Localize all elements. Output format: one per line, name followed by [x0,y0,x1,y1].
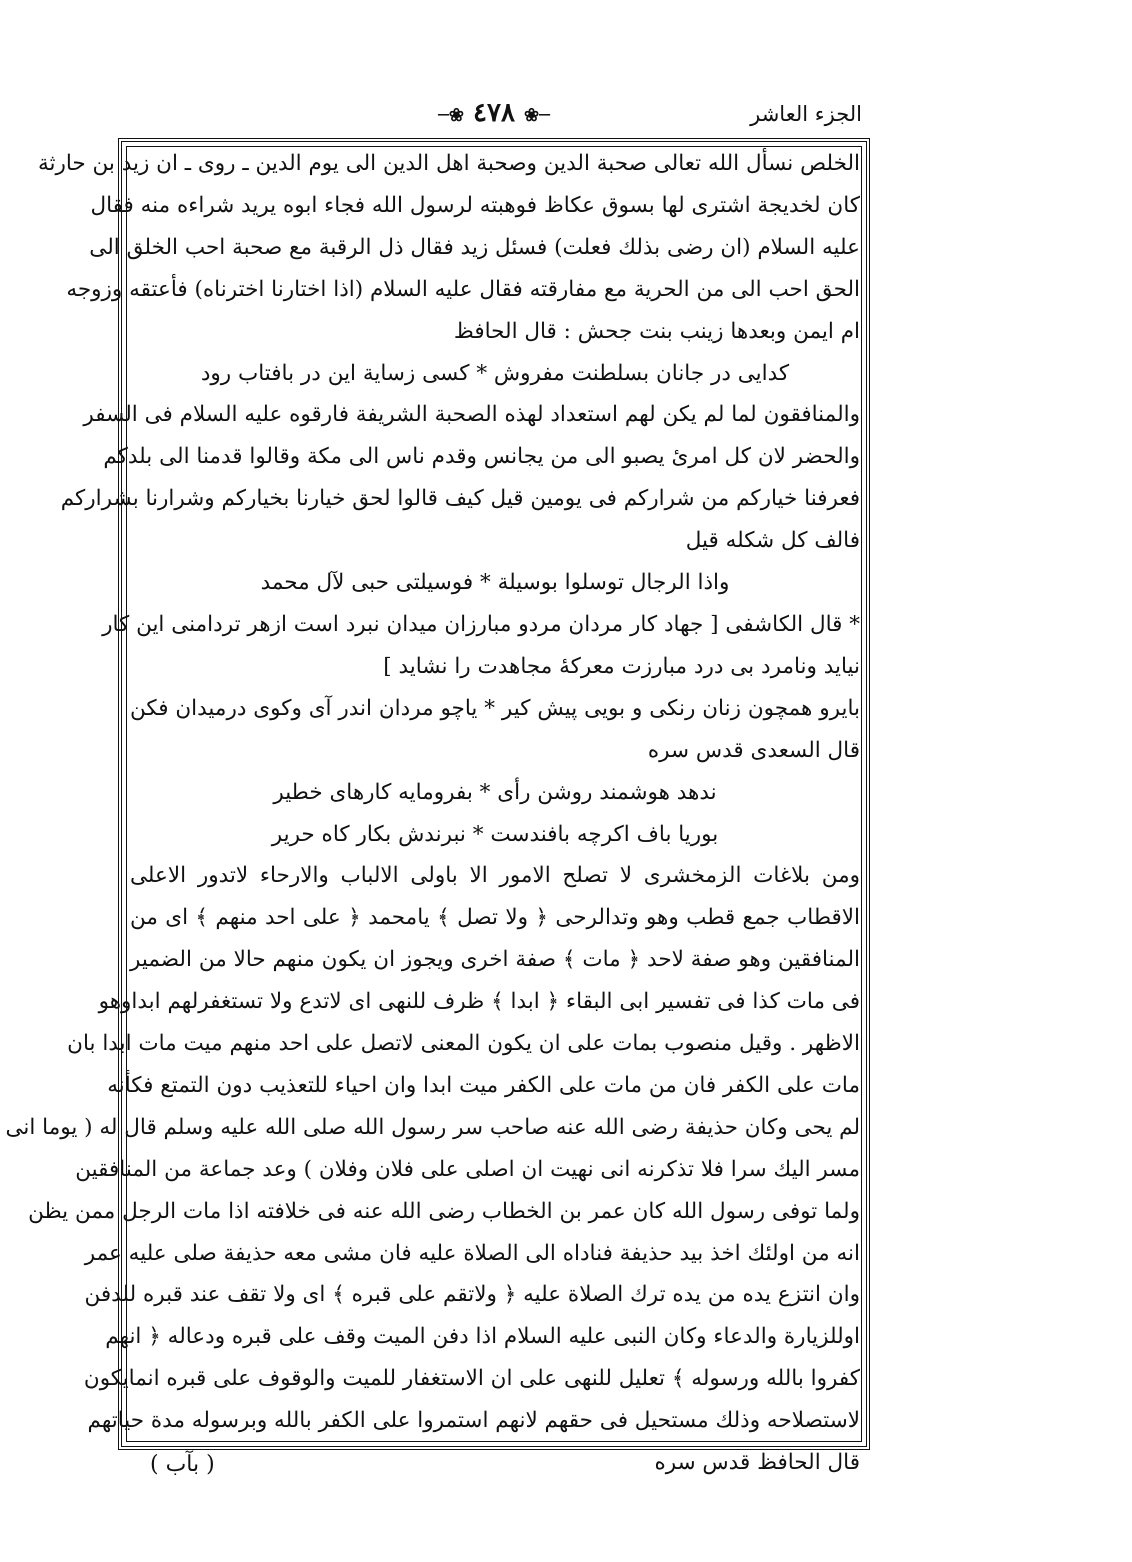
text-line: * قال الكاشفى [ جهاد كار مردان مردو مبارزان ميدان نبرد است ازهر تردامنى اين كار [102,611,860,637]
page-number: ٤٧٨ [473,98,515,128]
text-line: ام ايمن وبعدها زينب بنت جحش : قال الحافظ [453,318,860,344]
text-line: ولما توفى رسول الله كان عمر بن الخطاب رضى الله عنه فى خلافته اذا مات الرجل ممن يظن [28,1198,860,1224]
text-line: لاستصلاحه وذلك مستحيل فى حقهم لانهم استمروا على الكفر بالله وبرسوله مدة حياتهم [87,1408,860,1434]
verse-line: بوريا باف اكرچه بافندست * نبرندش بكار كاه حرير [271,821,719,847]
text-line: اوللزيارة والدعاء وكان النبى عليه السلام اذا دفن الميت وقف على قبره ودعاله ﴿ انهم [105,1324,860,1350]
text-line: فالف كل شكله قيل [685,528,860,554]
text-line: قال الحافظ قدس سره [654,1450,860,1476]
text-line: كفروا بالله ورسوله ﴾ تعليل للنهى على ان الاستغفار للميت والوقوف على قبره انمايكون [83,1366,860,1392]
text-line: قال السعدى قدس سره [647,737,860,763]
text-line: والمنافقون لما لم يكن لهم استعداد لهذه الصحبة الشريفة فارقوه عليه السلام فى السفر [83,402,860,428]
text-line: لم يحى وكان حذيفة رضى الله عنه صاحب سر رسول الله صلى الله عليه وسلم قال له ( يوما انى [5,1114,860,1140]
text-line: عليه السلام (ان رضى بذلك فعلت) فسئل زيد فقال ذل الرقبة مع صحبة احب الخلق الى [89,234,860,260]
text-line: والحضر لان كل امرئ يصبو الى من يجانس وقدم ناس الى مكة وقالوا قدمنا الى بلدكم [103,444,860,470]
page-number-block [118,98,870,128]
text-line: مسر اليك سرا فلا تذكرنه انى نهيت ان اصلى على فلان وفلان ) وعد جماعة من المنافقين [75,1156,860,1182]
text-line: المنافقين وهو صفة لاحد ﴿ مات ﴾ صفة اخرى ويجوز ان يكون منهم حالا من الضمير [130,947,860,973]
text-line: نيايد ونامرد بى درد مبارزت معركهٔ مجاهدت را نشايد ] [383,653,860,679]
verse-line: ندهد هوشمند روشن رأى * بفرومايه كارهاى خطير [273,779,717,805]
text-line: انه من اولئك اخذ بيد حذيفة فناداه الى الصلاة عليه فان مشى معه حذيفة صلى عليه عمر [84,1240,860,1266]
text-line: وان انتزع يده من يده ترك الصلاة عليه ﴿ ولاتقم على قبره ﴾ اى ولا تقف عند قبره للدفن [84,1282,860,1308]
running-head-juz: الجزء العاشر [750,102,862,126]
ornament-right-icon: ❀─ [438,105,464,126]
text-line: كان لخديجة اشترى لها بسوق عكاظ فوهبته لرسول الله فجاء ابوه يريد شراءه منه فقال [90,192,860,218]
catchword: ( بآب ) [150,1452,215,1477]
ornament-left-icon: ─❀ [524,105,550,126]
text-line: الخلص نسأل الله تعالى صحبة الدين وصحبة اهل الدين الى يوم الدين ـ روى ـ ان زيد بن حارثة [37,151,860,176]
body-text [5,143,860,1484]
verse-line: كدايى در جانان بسلطنت مفروش * كسى زساية اين در بافتاب رود [200,360,790,386]
verse-line: واذا الرجال توسلوا بوسيلة * فوسيلتى حبى لآل محمد [260,570,730,596]
text-line: بايرو همچون زنان رنكى و بويى پيش كير * ياچو مردان اندر آى وكوى درميدان فكن [130,695,860,721]
text-line: فى مات كذا فى تفسير ابى البقاء ﴿ ابدا ﴾ ظرف للنهى اى لاتدع ولا تستغفرلهم ابداوهو [98,989,860,1015]
page-header [118,96,870,140]
text-line: فعرفنا خياركم من شراركم فى يومين قيل كيف قالوا لحق خيارنا بخياركم وشرارنا بشراركم [60,486,860,512]
text-line: الحق احب الى من الحرية مع مفارقته فقال عليه السلام (اذا اختارنا اخترناه) فأعتقه وزوجه [66,276,860,302]
text-line: الاقطاب جمع قطب وهو وتدالرحى ﴿ ولا تصل ﴾ يامحمد ﴿ على احد منهم ﴾ اى من [130,905,860,931]
text-line: مات على الكفر فان من مات على الكفر ميت ابدا وان احياء للتعذيب دون التمتع فكأنه [107,1072,860,1098]
text-line: ومن بلاغات الزمخشرى لا تصلح الامور الا باولى الالباب والارحاء لاتدور الاعلى [130,863,860,889]
text-line: الاظهر . وقيل منصوب بمات على ان يكون المعنى لاتصل على احد منهم ميت مات ابدا بان [67,1031,860,1057]
